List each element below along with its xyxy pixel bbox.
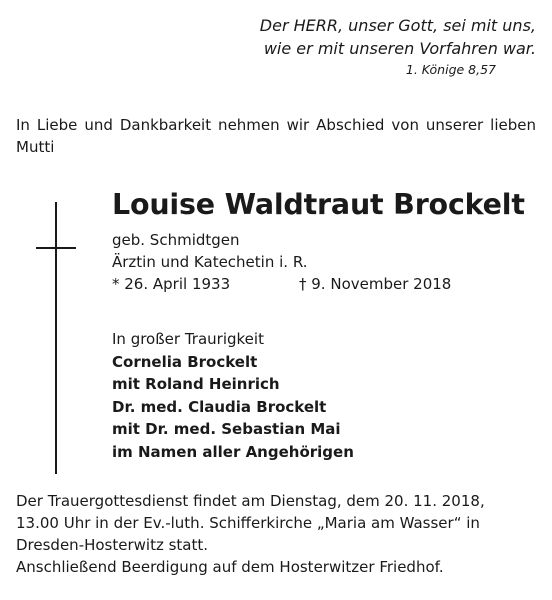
verse-line-2: wie er mit unseren Vorfahren war. xyxy=(263,39,536,58)
mourner-name: mit Dr. med. Sebastian Mai xyxy=(112,420,341,438)
deceased-name: Louise Waldtraut Brockelt xyxy=(112,188,525,221)
cross-vertical-bar xyxy=(55,202,57,474)
birth-date: * 26. April 1933 xyxy=(112,275,231,293)
mourner-name: Cornelia Brockelt xyxy=(112,352,258,371)
born-name: geb. Schmidtgen xyxy=(112,231,240,249)
intro-text: In Liebe und Dankbarkeit nehmen wir Abschied von unserer lieben Mutti xyxy=(16,116,536,156)
bible-verse xyxy=(96,14,536,60)
service-line-1: Der Trauergottesdienst findet am Dienstag, dem 20. 11. 2018, xyxy=(16,492,485,510)
life-dates xyxy=(112,273,492,295)
mourners-block xyxy=(112,328,354,463)
mourner-name: mit Roland Heinrich xyxy=(112,375,280,393)
service-line-3: Dresden-Hosterwitz statt. xyxy=(16,536,209,554)
mourners-heading: In großer Traurigkeit xyxy=(112,330,264,348)
mourner-name: Dr. med. Claudia Brockelt xyxy=(112,397,327,416)
death-date: † 9. November 2018 xyxy=(299,275,452,293)
service-line-4: Anschließend Beerdigung auf dem Hosterwitzer Friedhof. xyxy=(16,558,444,576)
profession: Ärztin und Katechetin i. R. xyxy=(112,253,308,271)
deceased-details xyxy=(112,229,307,273)
cross-icon xyxy=(36,202,76,474)
cross-horizontal-bar xyxy=(36,247,76,249)
verse-reference: 1. Könige 8,57 xyxy=(405,62,496,77)
service-line-2: 13.00 Uhr in der Ev.-luth. Schifferkirche „Maria am Wasser“ in xyxy=(16,514,480,532)
mourner-name: im Namen aller Angehörigen xyxy=(112,442,354,461)
service-info xyxy=(16,490,538,578)
verse-line-1: Der HERR, unser Gott, sei mit uns, xyxy=(259,16,536,35)
